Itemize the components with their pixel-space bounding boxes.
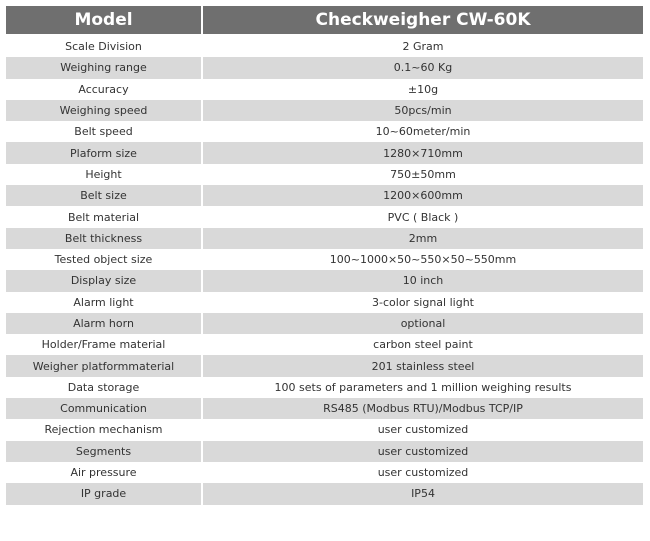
table-row: [6, 441, 643, 462]
spec-label: Plaform size: [6, 142, 202, 163]
spec-value: 100~1000×50~550×50~550mm: [202, 249, 643, 270]
table-row: [6, 334, 643, 355]
spec-label: Belt thickness: [6, 228, 202, 249]
spec-value: 3-color signal light: [202, 292, 643, 313]
spec-value: 10~60meter/min: [202, 121, 643, 142]
spec-value: 10 inch: [202, 270, 643, 291]
spec-value: 1200×600mm: [202, 185, 643, 206]
spec-label: Alarm light: [6, 292, 202, 313]
spec-value: RS485 (Modbus RTU)/Modbus TCP/IP: [202, 398, 643, 419]
spec-body: [6, 35, 643, 505]
table-row: [6, 164, 643, 185]
spec-value: 201 stainless steel: [202, 355, 643, 376]
table-row: [6, 270, 643, 291]
table-row: [6, 228, 643, 249]
spec-value: ±10g: [202, 79, 643, 100]
table-row: [6, 292, 643, 313]
spec-value: 2mm: [202, 228, 643, 249]
table-row: [6, 419, 643, 440]
table-row: [6, 206, 643, 227]
spec-value: IP54: [202, 483, 643, 504]
spec-value: user customized: [202, 419, 643, 440]
table-row: [6, 142, 643, 163]
table-row: [6, 100, 643, 121]
table-row: [6, 377, 643, 398]
spec-label: Belt speed: [6, 121, 202, 142]
spec-label: Belt material: [6, 206, 202, 227]
spec-value: user customized: [202, 462, 643, 483]
spec-label: Height: [6, 164, 202, 185]
spec-label: Display size: [6, 270, 202, 291]
table-row: [6, 185, 643, 206]
table-row: [6, 121, 643, 142]
spec-label: Weigher platformmaterial: [6, 355, 202, 376]
spec-label: Accuracy: [6, 79, 202, 100]
spec-value: 2 Gram: [202, 35, 643, 57]
table-row: [6, 35, 643, 57]
table-row: [6, 462, 643, 483]
spec-value: 1280×710mm: [202, 142, 643, 163]
spec-value: optional: [202, 313, 643, 334]
spec-label: Alarm horn: [6, 313, 202, 334]
spec-label: Belt size: [6, 185, 202, 206]
spec-value: user customized: [202, 441, 643, 462]
spec-label: Holder/Frame material: [6, 334, 202, 355]
spec-label: Scale Division: [6, 35, 202, 57]
spec-label: Data storage: [6, 377, 202, 398]
header-model-label: Model: [6, 6, 202, 35]
spec-value: 50pcs/min: [202, 100, 643, 121]
spec-table: [6, 6, 643, 505]
table-row: [6, 79, 643, 100]
table-row: [6, 355, 643, 376]
spec-label: Tested object size: [6, 249, 202, 270]
spec-value: PVC ( Black ): [202, 206, 643, 227]
spec-value: 100 sets of parameters and 1 million weighing results: [202, 377, 643, 398]
table-row: [6, 398, 643, 419]
spec-label: Weighing range: [6, 57, 202, 78]
spec-value: 750±50mm: [202, 164, 643, 185]
header-model-value: Checkweigher CW-60K: [202, 6, 643, 35]
table-row: [6, 313, 643, 334]
spec-label: Rejection mechanism: [6, 419, 202, 440]
header-row: [6, 6, 643, 35]
spec-value: 0.1~60 Kg: [202, 57, 643, 78]
spec-label: Segments: [6, 441, 202, 462]
spec-label: IP grade: [6, 483, 202, 504]
table-row: [6, 57, 643, 78]
table-row: [6, 483, 643, 504]
spec-label: Weighing speed: [6, 100, 202, 121]
spec-label: Communication: [6, 398, 202, 419]
spec-value: carbon steel paint: [202, 334, 643, 355]
table-row: [6, 249, 643, 270]
spec-label: Air pressure: [6, 462, 202, 483]
